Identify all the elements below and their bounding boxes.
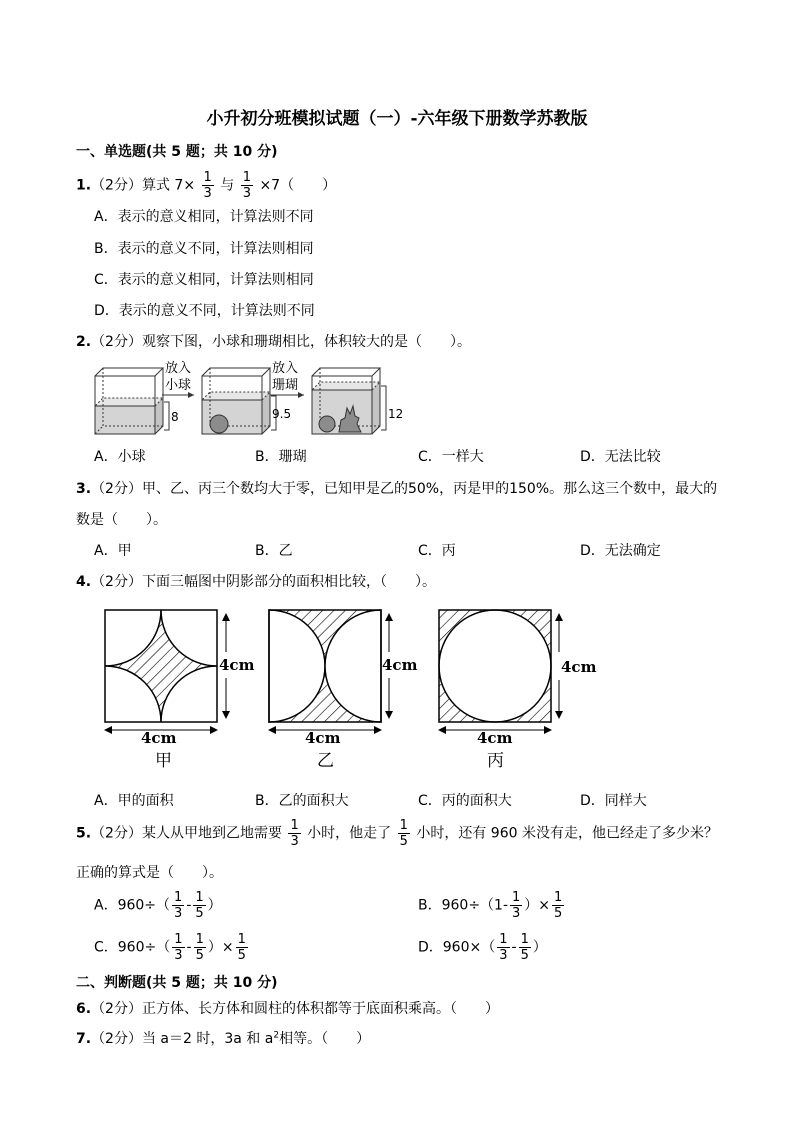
height-label-3: 12 (388, 407, 404, 421)
question-3 (76, 478, 717, 498)
question-text: 与 (220, 177, 235, 194)
tank-1 (95, 368, 169, 434)
arrow-label: 放入 (165, 361, 192, 376)
option-b[interactable]: B．珊瑚 (255, 449, 307, 465)
question-text: 小时，他走了 (307, 825, 392, 842)
question-points: （2分） (91, 334, 142, 350)
question-number: 7. (76, 1031, 92, 1047)
question-number: 4. (76, 574, 92, 590)
question-text: 算式 7× (141, 177, 196, 194)
section-heading-single-choice: 一、单选题(共 5 题；共 10 分) (76, 144, 278, 160)
question-1 (76, 170, 336, 201)
dimension-label: 4cm (382, 656, 418, 674)
superscript: 2 (273, 1030, 280, 1041)
dimension-label: 4cm (219, 656, 255, 674)
option-c[interactable]: C．一样大 (418, 449, 484, 465)
option-d[interactable]: D．无法比较 (580, 449, 661, 465)
arrow-label: 放入 (272, 361, 299, 376)
option-a[interactable]: A．甲的面积 (94, 793, 174, 809)
question-points: （2分） (91, 825, 142, 842)
figure-caption: 丙 (487, 751, 504, 771)
question-2 (76, 331, 471, 351)
option-b[interactable]: B．乙 (255, 543, 293, 559)
dimension-label: 4cm (305, 729, 341, 747)
question-number: 3. (76, 481, 92, 497)
arrow-label: 珊瑚 (272, 378, 299, 393)
question-points: （2分） (91, 574, 142, 590)
question-text: 下面三幅图中阴影部分的面积相比较，（ ）。 (141, 574, 436, 590)
small-ball-icon (210, 415, 228, 433)
option-b[interactable]: B．960÷（1- $\frac{1}{3}$ ）× $\frac{1}{5}$ (418, 890, 563, 921)
option-a[interactable]: A．960÷（ $\frac{1}{3}$ - $\frac{1}{5}$ ） (94, 890, 222, 921)
question-text: ×7（ ） (259, 177, 337, 194)
question-points: （2分） (91, 1031, 142, 1047)
figure-caption: 乙 (317, 751, 334, 771)
option-d[interactable]: D．表示的意义不同，计算法则不同 (94, 303, 315, 319)
option-c[interactable]: C．丙的面积大 (418, 793, 512, 809)
tank-2 (202, 368, 276, 434)
question-text: 甲、乙、丙三个数均大于零，已知甲是乙的50%，丙是甲的150%。那么这三个数中，最大的 (141, 481, 718, 497)
question-text-cont: 正确的算式是（ ）。 (76, 865, 223, 881)
option-d[interactable]: D．无法确定 (580, 543, 661, 559)
question-text: 正方体、长方体和圆柱的体积都等于底面积乘高。（ ） (141, 1001, 499, 1017)
dimension-label: 4cm (141, 729, 177, 747)
question-4 (76, 571, 436, 591)
option-b[interactable]: B．乙的面积大 (255, 793, 349, 809)
option-a[interactable]: A．甲 (94, 543, 132, 559)
question-text: 某人从甲地到乙地需要 (141, 825, 282, 842)
arrow-label: 小球 (165, 378, 192, 393)
question-points: （2分） (91, 1001, 142, 1017)
dimension-label: 4cm (561, 658, 597, 676)
question-text: 当 a＝2 时，3a 和 a (141, 1031, 274, 1047)
height-label-2: 9.5 (272, 407, 292, 421)
question-number: 6. (76, 1001, 92, 1017)
figure-caption: 甲 (155, 751, 172, 771)
option-a[interactable]: A．表示的意义相同，计算法则不同 (94, 209, 314, 225)
question-5 (76, 818, 718, 849)
shaded-area-figure (95, 600, 615, 778)
option-a[interactable]: A．小球 (94, 449, 146, 465)
question-number: 1. (76, 177, 92, 194)
question-text-cont: 数是（ ）。 (76, 512, 167, 528)
question-text: 小时，还有 960 米没有走，他已经走了多少米？ (416, 825, 718, 842)
option-c[interactable]: C．表示的意义相同，计算法则相同 (94, 272, 314, 288)
option-b[interactable]: B．表示的意义不同，计算法则相同 (94, 241, 314, 257)
question-6 (76, 998, 499, 1018)
water-tank-figure (90, 358, 410, 438)
question-number: 2. (76, 334, 92, 350)
option-d[interactable]: D．960×（ $\frac{1}{3}$ - $\frac{1}{5}$ ） (418, 932, 547, 963)
fraction: $\frac{1}{3}$ (242, 170, 251, 201)
fraction: $\frac{1}{3}$ (203, 170, 212, 201)
question-points: （2分） (91, 481, 142, 497)
option-c[interactable]: C．960÷（ $\frac{1}{3}$ - $\frac{1}{5}$ ）× $\frac{1}{5}$ (94, 932, 246, 963)
question-text: 相等。（ ） (279, 1031, 371, 1047)
height-label-1: 8 (171, 410, 179, 424)
figure-yi (269, 610, 418, 771)
question-7 (76, 1028, 370, 1048)
question-text: 观察下图，小球和珊瑚相比，体积较大的是（ ）。 (141, 334, 471, 350)
fraction: $\frac{1}{3}$ (290, 818, 299, 849)
section-heading-true-false: 二、判断题(共 5 题；共 10 分) (76, 975, 278, 991)
dimension-label: 4cm (477, 729, 513, 747)
figure-bing (439, 610, 597, 771)
figure-jia (95, 600, 273, 778)
question-points: （2分） (91, 177, 142, 194)
tank-3 (312, 368, 386, 434)
page-title: 小升初分班模拟试题（一）-六年级下册数学苏教版 (206, 109, 588, 129)
fraction: $\frac{1}{5}$ (399, 818, 408, 849)
question-number: 5. (76, 825, 92, 842)
option-d[interactable]: D．同样大 (580, 793, 647, 809)
option-c[interactable]: C．丙 (418, 543, 456, 559)
small-ball-icon (319, 416, 335, 432)
